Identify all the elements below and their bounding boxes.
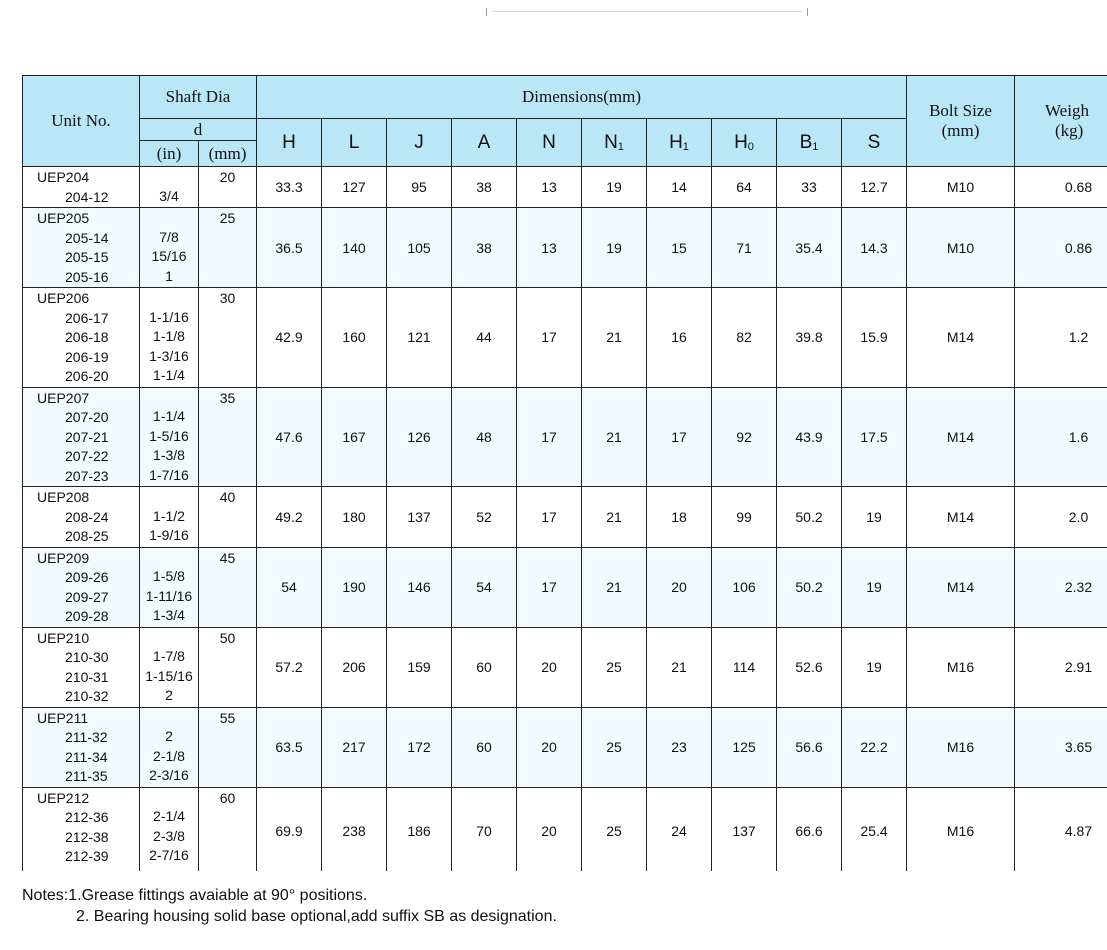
unit-variant: 210-32 [65, 688, 109, 704]
cell-a: 38 [452, 208, 517, 288]
cell-a: 54 [452, 547, 517, 627]
cell-b1: 39.8 [777, 288, 842, 388]
unit-variant: 207-20 [65, 409, 109, 425]
cell-j: 146 [387, 547, 452, 627]
shaft-inch-value: 1-9/16 [149, 527, 189, 543]
shaft-inch-value: 3/4 [159, 187, 179, 204]
header-col-H: H [257, 119, 322, 167]
unit-variant: 205-15 [65, 249, 109, 265]
shaft-inch-value: 2-3/8 [153, 827, 185, 844]
unit-no-cell [23, 288, 140, 388]
unit-no-cell [23, 707, 140, 787]
cell-l: 127 [322, 167, 387, 208]
cell-l: 206 [322, 627, 387, 707]
unit-no-cell [23, 167, 140, 208]
shaft-inch-cell [140, 547, 199, 627]
cell-weight: 1.2 [1015, 288, 1107, 388]
cell-a: 52 [452, 487, 517, 548]
notes [22, 885, 557, 927]
unit-variant: 205-14 [65, 229, 109, 246]
cell-a: 38 [452, 167, 517, 208]
header-d: d [140, 119, 257, 141]
cell-s: 14.3 [842, 208, 907, 288]
shaft-inch-cell [140, 167, 199, 208]
cell-b1: 50.2 [777, 547, 842, 627]
table-row [23, 208, 1107, 288]
unit-model: UEP207 [37, 389, 90, 406]
cell-s: 22.2 [842, 707, 907, 787]
shaft-inch-value: 1-3/4 [153, 607, 185, 623]
cell-n: 17 [517, 547, 582, 627]
unit-variant: 204-12 [65, 188, 109, 205]
cell-bolt: M14 [907, 487, 1015, 548]
header-col-N: N [517, 119, 582, 167]
cell-h: 69.9 [257, 787, 322, 871]
cell-weight: 2.32 [1015, 547, 1107, 627]
shaft-inch-cell [140, 288, 199, 388]
cell-l: 180 [322, 487, 387, 548]
cell-bolt: M14 [907, 288, 1015, 388]
shaft-mm-cell: 40 [199, 487, 257, 548]
cell-bolt: M14 [907, 547, 1015, 627]
cell-l: 217 [322, 707, 387, 787]
unit-variant: 206-17 [65, 309, 109, 326]
unit-no-cell [23, 387, 140, 487]
shaft-inch-value: 2 [165, 687, 173, 703]
shaft-inch-value: 2-7/16 [149, 847, 189, 863]
table-row [23, 387, 1107, 487]
cell-weight: 0.68 [1015, 167, 1107, 208]
cell-b1: 66.6 [777, 787, 842, 871]
cell-h: 47.6 [257, 387, 322, 487]
unit-model: UEP208 [37, 489, 90, 505]
cell-h1: 20 [647, 547, 712, 627]
table-row [23, 547, 1107, 627]
header-col-S: S [842, 119, 907, 167]
unit-variant: 207-21 [65, 428, 109, 445]
cell-l: 167 [322, 387, 387, 487]
shaft-inch-value: 7/8 [159, 228, 179, 245]
cell-bolt: M10 [907, 208, 1015, 288]
unit-variant: 206-19 [65, 348, 109, 365]
shaft-inch-value: 1-5/16 [149, 427, 189, 444]
shaft-inch-value: 1-1/16 [149, 308, 189, 325]
header-weight: Weigh (kg) [1015, 76, 1107, 167]
cell-h0: 64 [712, 167, 777, 208]
spec-table-container [22, 75, 1107, 871]
top-crop-mark [486, 8, 808, 16]
cell-n: 17 [517, 288, 582, 388]
unit-model: UEP212 [37, 789, 90, 806]
cell-j: 159 [387, 627, 452, 707]
cell-j: 121 [387, 288, 452, 388]
cell-s: 25.4 [842, 787, 907, 871]
header-col-N1: $N_1$ [582, 119, 647, 167]
cell-n: 13 [517, 167, 582, 208]
header-bolt-size: Bolt Size (mm) [907, 76, 1015, 167]
shaft-mm-cell: 50 [199, 627, 257, 707]
shaft-inch-value: 1-5/8 [153, 568, 185, 584]
cell-n: 13 [517, 208, 582, 288]
cell-a: 44 [452, 288, 517, 388]
header-col-H0: $H_0$ [712, 119, 777, 167]
cell-s: 17.5 [842, 387, 907, 487]
note-2: 2. Bearing housing solid base optional,add suffix SB as designation. [76, 908, 557, 925]
cell-h: 36.5 [257, 208, 322, 288]
shaft-inch-value: 2-1/8 [153, 747, 185, 764]
cell-j: 126 [387, 387, 452, 487]
cell-n: 20 [517, 627, 582, 707]
unit-variant: 212-36 [65, 809, 109, 825]
cell-n: 17 [517, 487, 582, 548]
table-row [23, 288, 1107, 388]
cell-weight: 3.65 [1015, 707, 1107, 787]
shaft-mm-cell: 55 [199, 707, 257, 787]
cell-n1: 25 [582, 707, 647, 787]
unit-variant: 211-34 [65, 748, 108, 765]
cell-weight: 2.91 [1015, 627, 1107, 707]
unit-no-cell [23, 627, 140, 707]
unit-no-cell [23, 547, 140, 627]
cell-j: 137 [387, 487, 452, 548]
shaft-inch-cell [140, 487, 199, 548]
unit-model: UEP204 [37, 169, 90, 185]
unit-model: UEP209 [37, 549, 90, 566]
cell-n1: 25 [582, 787, 647, 871]
unit-no-cell [23, 208, 140, 288]
shaft-inch-value: 1-7/16 [149, 466, 189, 483]
cell-bolt: M14 [907, 387, 1015, 487]
unit-variant: 207-22 [65, 448, 109, 464]
cell-h1: 24 [647, 787, 712, 871]
cell-n: 20 [517, 787, 582, 871]
header-col-H1: $H_1$ [647, 119, 712, 167]
cell-a: 48 [452, 387, 517, 487]
header-col-B1: $B_1$ [777, 119, 842, 167]
shaft-inch-cell [140, 787, 199, 871]
unit-variant: 209-27 [65, 588, 109, 605]
header-shaft-dia: Shaft Dia [140, 76, 257, 119]
cell-n1: 19 [582, 167, 647, 208]
cell-bolt: M16 [907, 707, 1015, 787]
shaft-mm-cell: 25 [199, 208, 257, 288]
cell-h: 57.2 [257, 627, 322, 707]
cell-h: 33.3 [257, 167, 322, 208]
header-unit-no: Unit No. [23, 76, 140, 167]
table-row [23, 787, 1107, 871]
shaft-inch-value: 1-1/8 [153, 328, 185, 344]
cell-h0: 137 [712, 787, 777, 871]
unit-model: UEP210 [37, 629, 90, 646]
shaft-inch-value: 1-15/16 [145, 667, 193, 684]
cell-l: 238 [322, 787, 387, 871]
cell-n1: 19 [582, 208, 647, 288]
cell-b1: 35.4 [777, 208, 842, 288]
shaft-mm-cell: 45 [199, 547, 257, 627]
cell-b1: 52.6 [777, 627, 842, 707]
cell-b1: 33 [777, 167, 842, 208]
shaft-inch-value: 2 [165, 728, 173, 744]
unit-variant: 206-18 [65, 329, 109, 345]
cell-h0: 92 [712, 387, 777, 487]
cell-a: 70 [452, 787, 517, 871]
cell-s: 15.9 [842, 288, 907, 388]
cell-j: 172 [387, 707, 452, 787]
unit-variant: 209-26 [65, 569, 109, 585]
cell-j: 105 [387, 208, 452, 288]
header-col-A: A [452, 119, 517, 167]
unit-variant: 210-30 [65, 649, 109, 665]
cell-n1: 21 [582, 288, 647, 388]
unit-variant: 211-35 [65, 768, 108, 784]
cell-l: 160 [322, 288, 387, 388]
cell-h1: 14 [647, 167, 712, 208]
cell-h0: 82 [712, 288, 777, 388]
cell-h0: 106 [712, 547, 777, 627]
unit-variant: 208-24 [65, 508, 109, 525]
header-dimensions: Dimensions(mm) [257, 76, 907, 119]
bearing-spec-table [22, 75, 1107, 871]
shaft-inch-value: 1-1/2 [153, 507, 185, 524]
cell-h1: 18 [647, 487, 712, 548]
cell-h1: 16 [647, 288, 712, 388]
unit-variant: 211-32 [65, 729, 108, 745]
table-row [23, 487, 1107, 548]
unit-variant: 212-38 [65, 828, 109, 845]
cell-j: 186 [387, 787, 452, 871]
shaft-inch-value: 1-1/4 [153, 408, 185, 424]
unit-variant: 210-31 [65, 668, 109, 685]
shaft-inch-value: 2-3/16 [149, 767, 189, 783]
cell-a: 60 [452, 627, 517, 707]
cell-weight: 2.0 [1015, 487, 1107, 548]
cell-n: 17 [517, 387, 582, 487]
shaft-inch-value: 1-3/8 [153, 447, 185, 463]
cell-b1: 43.9 [777, 387, 842, 487]
shaft-inch-cell [140, 627, 199, 707]
unit-variant: 209-28 [65, 608, 109, 624]
unit-model: UEP206 [37, 290, 90, 306]
unit-variant: 212-39 [65, 848, 109, 864]
shaft-inch-value: 1-11/16 [145, 587, 193, 604]
cell-b1: 50.2 [777, 487, 842, 548]
cell-h1: 17 [647, 387, 712, 487]
unit-model: UEP211 [37, 709, 89, 726]
cell-weight: 4.87 [1015, 787, 1107, 871]
cell-h1: 21 [647, 627, 712, 707]
cell-s: 19 [842, 547, 907, 627]
cell-n1: 21 [582, 387, 647, 487]
cell-bolt: M16 [907, 627, 1015, 707]
unit-variant: 206-20 [65, 368, 109, 384]
cell-h1: 23 [647, 707, 712, 787]
shaft-mm-cell: 35 [199, 387, 257, 487]
shaft-mm-cell: 20 [199, 167, 257, 208]
cell-j: 95 [387, 167, 452, 208]
cell-l: 190 [322, 547, 387, 627]
table-row [23, 627, 1107, 707]
header-col-L: L [322, 119, 387, 167]
shaft-inch-value: 2-1/4 [153, 808, 185, 824]
shaft-inch-cell [140, 707, 199, 787]
cell-bolt: M16 [907, 787, 1015, 871]
cell-h0: 125 [712, 707, 777, 787]
shaft-inch-value: 1-7/8 [153, 648, 185, 664]
cell-weight: 0.86 [1015, 208, 1107, 288]
cell-h0: 71 [712, 208, 777, 288]
cell-a: 60 [452, 707, 517, 787]
shaft-inch-value: 1 [165, 267, 173, 284]
table-row [23, 167, 1107, 208]
shaft-mm-cell: 60 [199, 787, 257, 871]
cell-h1: 15 [647, 208, 712, 288]
unit-variant: 205-16 [65, 268, 109, 285]
cell-h: 42.9 [257, 288, 322, 388]
cell-h0: 114 [712, 627, 777, 707]
unit-model: UEP205 [37, 210, 90, 226]
shaft-inch-value: 1-1/4 [153, 367, 185, 383]
header-mm: (mm) [199, 141, 257, 167]
cell-n1: 21 [582, 547, 647, 627]
cell-h: 63.5 [257, 707, 322, 787]
shaft-inch-value: 1-3/16 [149, 347, 189, 364]
cell-s: 19 [842, 487, 907, 548]
table-row [23, 707, 1107, 787]
cell-s: 19 [842, 627, 907, 707]
cell-b1: 56.6 [777, 707, 842, 787]
unit-variant: 208-25 [65, 528, 109, 544]
cell-n1: 21 [582, 487, 647, 548]
unit-variant: 207-23 [65, 467, 109, 484]
unit-no-cell [23, 487, 140, 548]
shaft-inch-cell [140, 208, 199, 288]
header-col-J: J [387, 119, 452, 167]
cell-bolt: M10 [907, 167, 1015, 208]
note-1: Notes:1.Grease fittings avaiable at 90° positions. [22, 887, 368, 904]
cell-h: 54 [257, 547, 322, 627]
cell-l: 140 [322, 208, 387, 288]
unit-no-cell [23, 787, 140, 871]
shaft-inch-value: 15/16 [151, 248, 187, 264]
shaft-inch-cell [140, 387, 199, 487]
header-in: (in) [140, 141, 199, 167]
table-body [23, 167, 1107, 872]
cell-weight: 1.6 [1015, 387, 1107, 487]
cell-h: 49.2 [257, 487, 322, 548]
shaft-mm-cell: 30 [199, 288, 257, 388]
cell-s: 12.7 [842, 167, 907, 208]
cell-n: 20 [517, 707, 582, 787]
cell-n1: 25 [582, 627, 647, 707]
cell-h0: 99 [712, 487, 777, 548]
